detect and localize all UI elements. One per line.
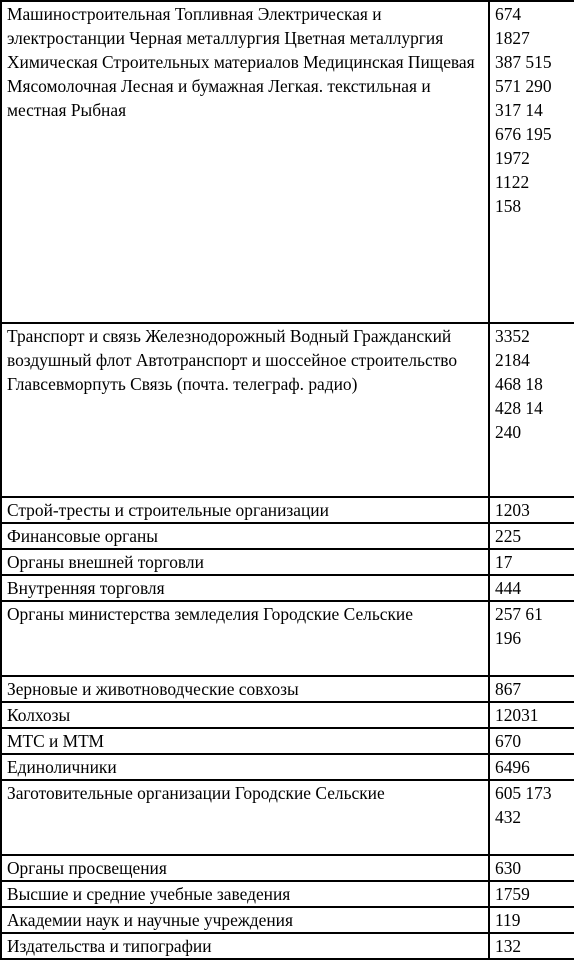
row-value: 12031	[495, 705, 539, 725]
row-value: 132	[495, 936, 522, 956]
row-label: Высшие и средние учебные заведения	[1, 881, 489, 907]
row-values	[489, 1, 574, 323]
row-label: МТС и МТМ	[1, 728, 489, 754]
table-row	[1, 702, 574, 728]
row-label: Единоличники	[1, 754, 489, 780]
row-values	[489, 676, 574, 702]
row-label: Внутренняя торговля	[1, 575, 489, 601]
table-row	[1, 780, 574, 855]
row-value: 571 290	[495, 76, 552, 96]
table-row	[1, 549, 574, 575]
row-value: 387 515	[495, 52, 552, 72]
table-row	[1, 881, 574, 907]
row-label: Академии наук и научные учреждения	[1, 907, 489, 933]
row-values	[489, 780, 574, 855]
row-values	[489, 881, 574, 907]
row-values	[489, 754, 574, 780]
table-row	[1, 728, 574, 754]
table-row	[1, 933, 574, 959]
table-row	[1, 601, 574, 676]
row-value: 1972	[495, 148, 530, 168]
row-value: 432	[495, 807, 522, 827]
row-label: Издательства и типографии	[1, 933, 489, 959]
row-value: 674	[495, 4, 522, 24]
row-value: 1759	[495, 884, 530, 904]
row-label: Органы внешней торговли	[1, 549, 489, 575]
row-value: 119	[495, 910, 521, 930]
row-value: 240	[495, 422, 522, 442]
row-value: 317 14	[495, 100, 543, 120]
row-values	[489, 907, 574, 933]
row-value: 17	[495, 552, 513, 572]
row-value: 428 14	[495, 398, 543, 418]
row-value: 867	[495, 679, 522, 699]
row-value: 158	[495, 196, 522, 216]
row-value: 1827	[495, 28, 530, 48]
row-value: 6496	[495, 757, 530, 777]
row-values	[489, 323, 574, 497]
table-row	[1, 855, 574, 881]
row-label: Зерновые и животноводческие совхозы	[1, 676, 489, 702]
row-label: Органы просвещения	[1, 855, 489, 881]
row-value: 444	[495, 578, 522, 598]
row-value: 196	[495, 628, 522, 648]
row-value: 3352	[495, 326, 530, 346]
table-row	[1, 754, 574, 780]
row-value: 1203	[495, 500, 530, 520]
table-row	[1, 323, 574, 497]
row-values	[489, 728, 574, 754]
row-values	[489, 702, 574, 728]
row-value: 257 61	[495, 604, 543, 624]
table-row	[1, 1, 574, 323]
row-label: Финансовые органы	[1, 523, 489, 549]
row-label: Органы министерства земледелия Городские Сельские	[1, 601, 489, 676]
table-row	[1, 907, 574, 933]
row-value: 605 173	[495, 783, 552, 803]
row-value: 1122	[495, 172, 530, 192]
row-value: 630	[495, 858, 522, 878]
row-value: 676 195	[495, 124, 552, 144]
table-row	[1, 575, 574, 601]
row-value: 468 18	[495, 374, 543, 394]
row-values	[489, 575, 574, 601]
row-values	[489, 497, 574, 523]
row-values	[489, 549, 574, 575]
table-row	[1, 523, 574, 549]
row-values	[489, 855, 574, 881]
row-label: Машиностроительная Топливная Электрическая и электростанции Черная металлургия Цветная металлургия Химическая Строительных материалов Медицинская Пищевая Мясомолочная Лесная и бумажная Легкая. текстильная и местная Рыбная	[1, 1, 489, 323]
row-values	[489, 601, 574, 676]
table-row	[1, 676, 574, 702]
row-value: 2184	[495, 350, 530, 370]
row-label: Заготовительные организации Городские Сельские	[1, 780, 489, 855]
row-values	[489, 933, 574, 959]
row-label: Строй-тресты и строительные организации	[1, 497, 489, 523]
row-value: 225	[495, 526, 522, 546]
row-label: Колхозы	[1, 702, 489, 728]
row-label: Транспорт и связь Железнодорожный Водный Гражданский воздушный флот Автотранспорт и шоссейное строительство Главсевморпуть Связь (почта. телеграф. радио)	[1, 323, 489, 497]
table-row	[1, 497, 574, 523]
row-value: 670	[495, 731, 522, 751]
row-values	[489, 523, 574, 549]
